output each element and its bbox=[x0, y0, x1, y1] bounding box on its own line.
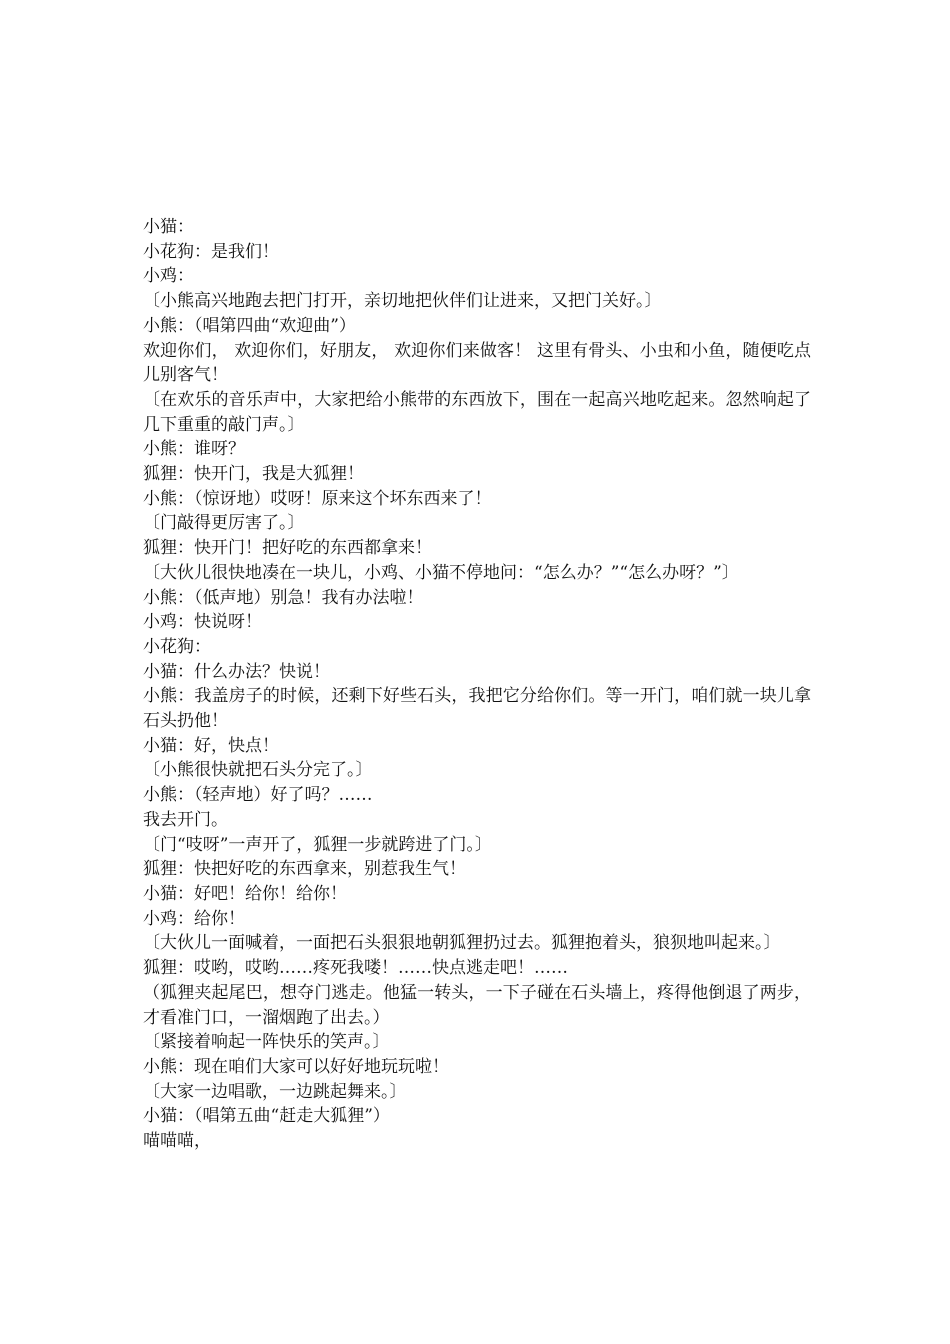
script-line: 狐狸：哎哟，哎哟……疼死我喽！……快点逃走吧！…… bbox=[143, 958, 568, 979]
stage-direction: 〔小熊高兴地跑去把门打开，亲切地把伙伴们让进来，又把门关好。〕 bbox=[143, 291, 662, 312]
script-line: 小鸡：给你！ bbox=[143, 908, 245, 929]
stage-direction: 〔小熊很快就把石头分完了。〕 bbox=[143, 760, 373, 781]
script-line: 小鸡： bbox=[143, 266, 194, 287]
song-lyrics: 欢迎你们， 欢迎你们，好朋友， 欢迎你们来做客！ 这里有骨头、小虫和小鱼，随便吃点儿别客气！ bbox=[143, 340, 811, 386]
song-lyrics: 喵喵喵， bbox=[143, 1131, 211, 1152]
script-line: 小猫： bbox=[143, 217, 194, 237]
script-line: 小熊：（惊讶地）哎呀！原来这个坏东西来了！ bbox=[143, 488, 492, 509]
script-line: 小鸡：快说呀！ bbox=[143, 612, 262, 633]
stage-direction: 〔大伙儿很快地凑在一块儿，小鸡、小猫不停地问：“怎么办？”“怎么办呀？”〕 bbox=[143, 562, 739, 583]
script-line: 小熊：（低声地）别急！我有办法啦！ bbox=[143, 587, 424, 608]
stage-direction: 〔门敲得更厉害了。〕 bbox=[143, 513, 305, 534]
stage-direction: 〔紧接着响起一阵快乐的笑声。〕 bbox=[143, 1032, 390, 1053]
stage-direction: 〔门“吱呀”一声开了，狐狸一步就跨进了门。〕 bbox=[143, 834, 492, 855]
stage-direction: 〔大家一边唱歌，一边跳起舞来。〕 bbox=[143, 1081, 407, 1102]
script-line: 小熊：现在咱们大家可以好好地玩玩啦！ bbox=[143, 1056, 449, 1077]
script-line: 小猫：好，快点！ bbox=[143, 735, 279, 756]
script-line: 小熊：（轻声地）好了吗？…… bbox=[143, 785, 373, 806]
script-line: 小熊：（唱第四曲“欢迎曲”） bbox=[143, 315, 356, 336]
stage-direction: （狐狸夹起尾巴，想夺门逃走。他猛一转头，一下子碰在石头墙上，疼得他倒退了两步，才看准门口，一溜烟跑了出去。） bbox=[143, 982, 811, 1028]
stage-direction: 〔大伙儿一面喊着，一面把石头狠狠地朝狐狸扔过去。狐狸抱着头，狼狈地叫起来。〕 bbox=[143, 933, 781, 954]
stage-direction: 〔在欢乐的音乐声中，大家把给小熊带的东西放下，围在一起高兴地吃起来。忽然响起了几下重重的敲门声。〕 bbox=[143, 389, 811, 435]
script-line: 狐狸：快开门！把好吃的东西都拿来！ bbox=[143, 538, 432, 559]
script-line: 小猫：好吧！给你！给你！ bbox=[143, 883, 347, 904]
script-line: 小花狗：是我们！ bbox=[143, 241, 279, 262]
script-text bbox=[143, 215, 811, 1154]
script-line: 小熊：谁呀？ bbox=[143, 439, 245, 460]
script-line: 小猫：什么办法？快说！ bbox=[143, 661, 330, 682]
script-line: 小猫：（唱第五曲“赶走大狐狸”） bbox=[143, 1106, 390, 1127]
script-line: 小熊：我盖房子的时候，还剩下好些石头，我把它分给你们。等一开门，咱们就一块儿拿石头扔他！ bbox=[143, 686, 811, 732]
script-line: 狐狸：快开门，我是大狐狸！ bbox=[143, 464, 364, 485]
script-line: 我去开门。 bbox=[143, 809, 228, 830]
script-line: 小花狗： bbox=[143, 636, 211, 657]
script-line: 狐狸：快把好吃的东西拿来，别惹我生气！ bbox=[143, 859, 466, 880]
